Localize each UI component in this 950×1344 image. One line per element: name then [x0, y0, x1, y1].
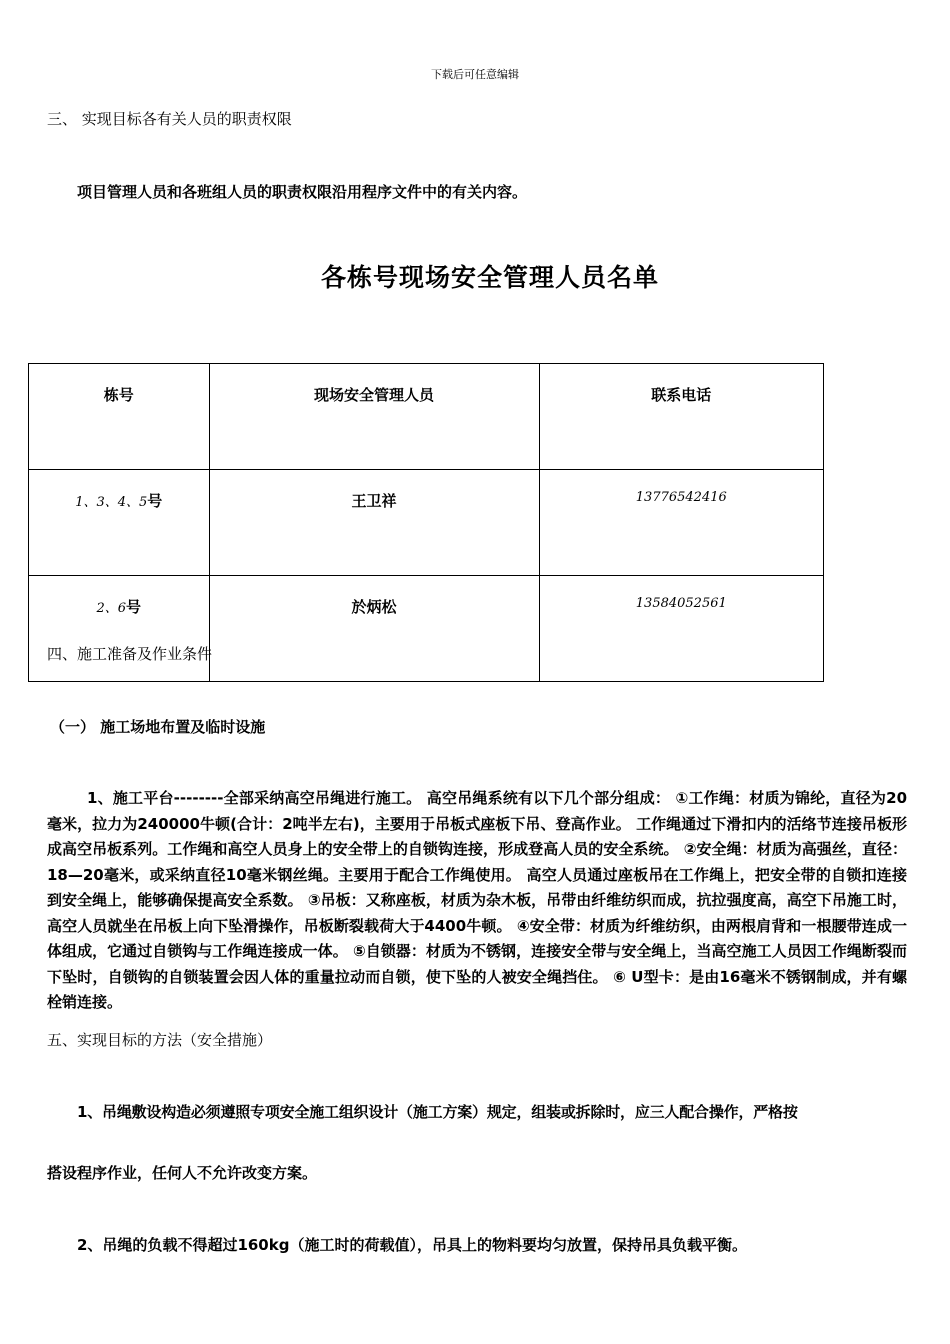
section-4-heading: 四、施工准备及作业条件	[47, 645, 213, 663]
table-title: 各栋号现场安全管理人员名单	[320, 263, 659, 292]
building-cell	[29, 470, 210, 576]
table-row	[29, 576, 824, 682]
manager-cell: 王卫祥	[209, 470, 539, 576]
header-building: 栋号	[29, 364, 210, 470]
section-4-paragraph: 1、施工平台--------全部采纳高空吊绳进行施工。 高空吊绳系统有以下几个部分组成： ①工作绳：材质为锦纶，直径为20毫米，拉力为240000牛顿(合计：2吨半左右)，主要用于吊板式座板下吊、登高作业。 工作绳通过下滑扣内的活络节连接吊板形成高空吊板系列。工作绳和高空人员身上的安全带上的自锁钩连接，形成登高人员的安全系统。 ②安全绳：材质为高强丝，直径：18—20毫米，或采纳直径10毫米钢丝绳。主要用于配合工作绳使用。 高空人员通过座板吊在工作绳上，把安全带的自锁扣连接到安全绳上，能够确保提高安全系数。 ③吊板：又称座板，材质为杂木板，吊带由纤维纺织而成，抗拉强度高，高空下吊施工时，高空人员就坐在吊板上向下坠滑操作，吊板断裂载荷大于4400牛顿。 ④安全带：材质为纤维纺织，由两根肩背和一根腰带连成一体组成，它通过自锁钩与工作绳连接成一体。 ⑤自锁器：材质为不锈钢，连接安全带与安全绳上，当高空施工人员因工作绳断裂而下坠时，自锁钩的自锁装置会因人体的重量拉动而自锁，使下坠的人被安全绳挡住。 ⑥ U型卡：是由16毫米不锈钢制成，并有螺栓销连接。	[47, 789, 907, 1011]
phone-cell: 13776542416	[539, 470, 823, 576]
building-cell	[29, 576, 213, 682]
building-suffix: 号	[147, 492, 163, 510]
section-3-heading: 三、 实现目标各有关人员的职责权限	[47, 110, 292, 128]
section-5-item-1-line-2: 搭设程序作业，任何人不允许改变方案。	[47, 1164, 318, 1182]
phone-cell: 13584052561	[539, 576, 823, 682]
table-row	[29, 470, 824, 576]
header-note: 下载后可任意编辑	[431, 68, 519, 81]
header-manager: 现场安全管理人员	[209, 364, 539, 470]
section-5-item-1-line-1: 1、吊绳敷设构造必须遵照专项安全施工组织设计（施工方案）规定，组装或拆除时，应三人配合操作，严格按	[77, 1103, 798, 1121]
table-header-row	[29, 364, 824, 470]
section-4-subheading: （一） 施工场地布置及临时设施	[50, 718, 266, 736]
section-3-body: 项目管理人员和各班组人员的职责权限沿用程序文件中的有关内容。	[77, 183, 528, 201]
building-number: 1、3、4、5	[75, 495, 148, 510]
header-phone: 联系电话	[539, 364, 823, 470]
building-suffix: 号	[126, 598, 142, 616]
manager-cell: 於炳松	[209, 576, 539, 682]
safety-roster-table	[28, 363, 824, 682]
section-5-heading: 五、实现目标的方法（安全措施）	[47, 1031, 273, 1049]
section-5-item-2: 2、吊绳的负载不得超过160kg（施工时的荷载值），吊具上的物料要均匀放置，保持吊具负载平衡。	[77, 1236, 747, 1254]
building-number: 2、6	[96, 601, 127, 616]
